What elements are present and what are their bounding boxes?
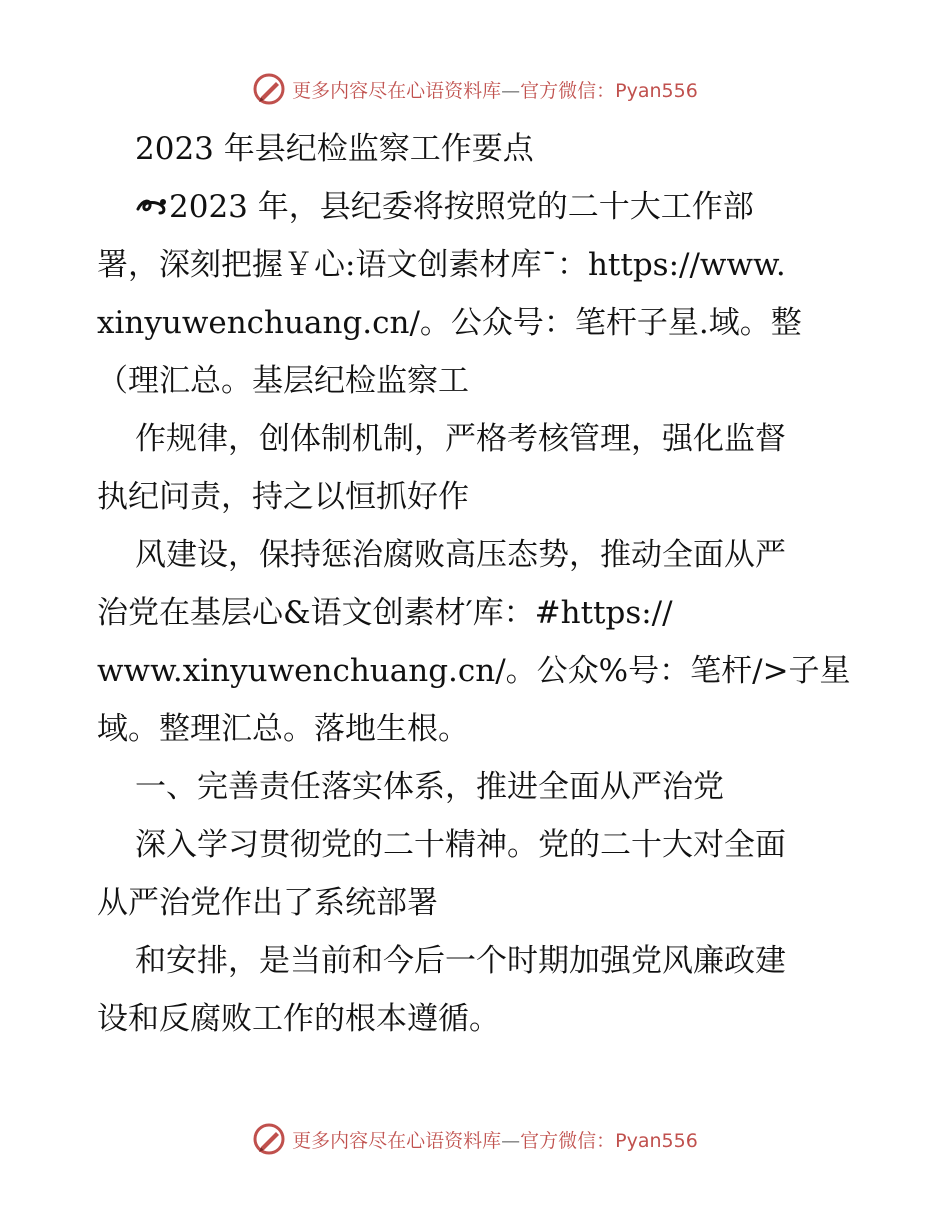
document-body xyxy=(97,120,857,1048)
paragraph-line-14: 和安排，是当前和今后一个时期加强党风廉政建 xyxy=(135,943,786,979)
paragraph-line-6: 执纪问责，持之以恒抓好作 xyxy=(97,479,469,515)
banner-text xyxy=(292,76,698,103)
paragraph-line-12: 深入学习贯彻党的二十精神。党的二十大对全面 xyxy=(135,827,786,863)
banner-main: 更多内容尽在心语资料库 xyxy=(292,79,502,102)
pen-logo-icon xyxy=(252,72,286,106)
banner-dash: — xyxy=(501,1129,521,1152)
header-banner xyxy=(0,72,950,106)
document-title: 2023 年县纪检监察工作要点 xyxy=(135,131,534,167)
banner-main: 更多内容尽在心语资料库 xyxy=(292,1129,502,1152)
paragraph-line-1 xyxy=(97,178,857,236)
paragraph-line-9: www.xinyuwenchuang.cn/。公众%号：笔杆/>子星 xyxy=(97,653,851,689)
section-heading-1: 一、完善责任落实体系，推进全面从严治党 xyxy=(135,769,724,805)
paragraph-line-3: xinyuwenchuang.cn/。公众号：笔杆子星.域。整 xyxy=(97,305,802,341)
banner-dash: — xyxy=(501,79,521,102)
banner-contact: 官方微信：Pyan556 xyxy=(520,79,698,102)
paragraph-line-13: 从严治党作出了系统部署 xyxy=(97,885,438,921)
banner-contact: 官方微信：Pyan556 xyxy=(520,1129,698,1152)
swirl-mark-icon xyxy=(135,191,169,221)
paragraph-line-10: 域。整理汇总。落地生根。 xyxy=(97,711,469,747)
paragraph-line-5: 作规律，创体制机制，严格考核管理，强化监督 xyxy=(135,421,786,457)
banner-text xyxy=(292,1126,698,1153)
pen-logo-icon xyxy=(252,1122,286,1156)
paragraph-line-2: 署，深刻把握￥心:语文创素材库¯：https://www. xyxy=(97,247,786,283)
paragraph-line-8: 治党在基层心&语文创素材′库：#https:// xyxy=(97,595,673,631)
footer-banner xyxy=(0,1122,950,1156)
paragraph-line-7: 风建设，保持惩治腐败高压态势，推动全面从严 xyxy=(135,537,786,573)
paragraph-line-15: 设和反腐败工作的根本遵循。 xyxy=(97,1001,500,1037)
paragraph-text-1: 2023 年，县纪委将按照党的二十大工作部 xyxy=(169,189,754,225)
paragraph-line-4: （理汇总。基层纪检监察工 xyxy=(97,363,469,399)
